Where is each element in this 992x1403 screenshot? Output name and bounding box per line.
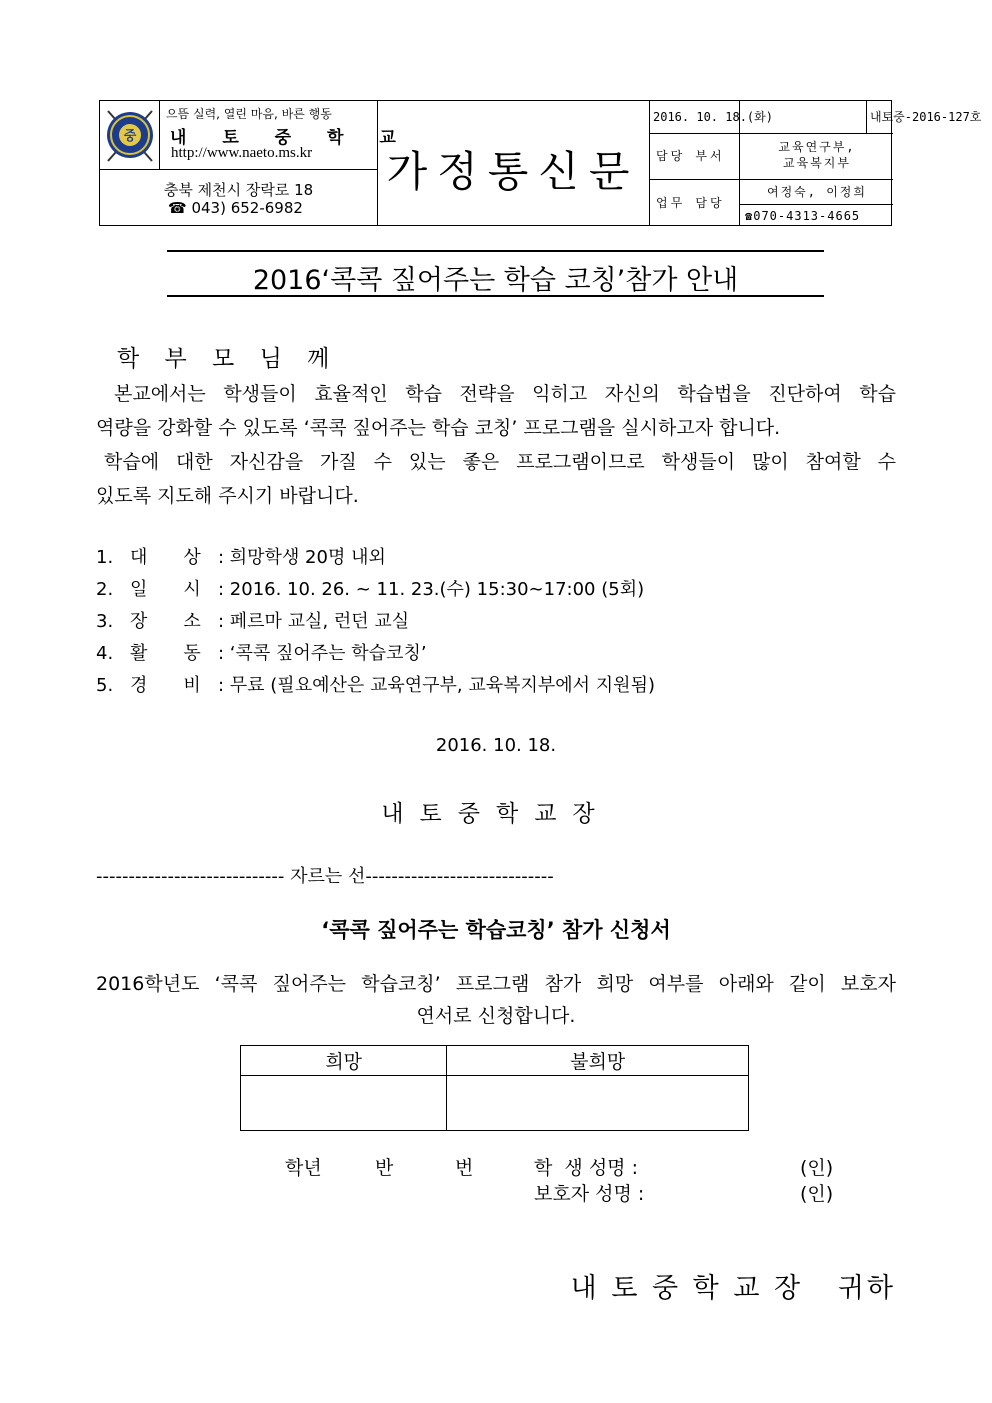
staff-phone-number: 070-4313-4665 <box>753 209 861 223</box>
phone-icon: ☎ <box>745 209 754 223</box>
form-title: ‘콕콕 짚어주는 학습코칭’ 참가 신청서 <box>321 918 671 942</box>
grade-label: 학년 <box>285 1157 322 1179</box>
item-number: 2. <box>96 579 114 600</box>
parent-name-label: 보호자 성명 : <box>534 1183 645 1205</box>
list-item <box>96 639 427 665</box>
item-value: : 무료 (필요예산은 교육연구부, 교육복지부에서 지원됨) <box>218 675 655 696</box>
item-value: : 희망학생 20명 내외 <box>218 547 386 568</box>
page-title: 2016‘콕콕 짚어주는 학습 코칭’참가 안내 <box>252 265 739 296</box>
svg-text:중: 중 <box>123 129 137 144</box>
phone-icon: ☎ <box>168 199 192 217</box>
greeting: 학 부 모 님 께 <box>117 346 339 372</box>
divider <box>649 101 650 225</box>
item-label: 장 <box>130 611 148 632</box>
body-line: 있도록 지도해 주시기 바랍니다. <box>96 485 359 507</box>
staff-label: 업무 담당 <box>656 196 725 210</box>
item-value: : 페르마 교실, 런던 교실 <box>218 611 410 632</box>
col-header-yes: 희망 <box>241 1046 447 1076</box>
item-label: 활 <box>130 643 148 664</box>
form-desc-line: 연서로 신청합니다. <box>416 1005 576 1027</box>
school-emblem-icon <box>104 107 156 163</box>
item-label: 대 <box>130 547 148 568</box>
item-label: 소 <box>183 611 201 632</box>
dept-label: 담당 부서 <box>656 149 725 163</box>
class-label: 반 <box>375 1157 394 1179</box>
body-line: 역량을 강화할 수 있도록 ‘콕콕 짚어주는 학습 코칭’ 프로그램을 실시하고자 합니다. <box>96 417 781 439</box>
item-label: 상 <box>183 547 201 568</box>
col-header-no: 불희망 <box>447 1046 749 1076</box>
parent-seal: (인) <box>800 1183 834 1205</box>
school-motto: 으뜸 실력, 열린 마음, 바른 행동 <box>166 107 332 121</box>
document-number: 내토중-2016-127호 <box>870 110 982 124</box>
notice-date: 2016. 10. 18. <box>435 735 557 756</box>
list-item <box>96 671 655 697</box>
item-label: 일 <box>130 579 148 600</box>
item-label: 비 <box>183 675 201 696</box>
form-desc-line: 2016학년도 ‘콕콕 짚어주는 학습코칭’ 프로그램 참가 희망 여부를 아래와 같이 보호자 <box>96 973 896 995</box>
principal-signature: 내토중학교장 <box>381 801 611 827</box>
checkbox-cell-yes[interactable] <box>241 1076 447 1131</box>
addressee: 내 토 중 학 교 장 귀하 <box>570 1273 896 1304</box>
body-text <box>96 377 896 513</box>
item-label: 동 <box>183 643 201 664</box>
school-name: 내 토 중 학 교 <box>170 128 411 148</box>
number-label: 번 <box>455 1157 474 1179</box>
issue-date: 2016. 10. 18.(화) <box>653 110 773 124</box>
title-rule-bottom <box>167 295 824 297</box>
body-line: 학습에 대한 자신감을 가질 수 있는 좋은 프로그램이므로 학생들이 많이 참여할 수 <box>104 451 896 473</box>
cut-line: ----------------------------- 자르는 선----------------------------- <box>96 866 554 887</box>
dept-value-2: 교육복지부 <box>783 156 851 170</box>
school-address: 충북 제천시 장락로 18 <box>163 181 314 199</box>
item-number: 1. <box>96 547 114 568</box>
divider <box>649 179 893 180</box>
divider <box>159 101 160 169</box>
item-value: : ‘콕콕 짚어주는 학습코칭’ <box>218 643 427 664</box>
school-url[interactable]: http://www.naeto.ms.kr <box>171 145 313 161</box>
item-number: 3. <box>96 611 114 632</box>
staff-phone <box>745 209 860 223</box>
title-rule-top <box>167 250 824 252</box>
letterhead <box>99 100 982 226</box>
student-name-label: 학 생 성명 : <box>534 1157 638 1179</box>
form-description <box>96 968 896 1032</box>
phone-number: 043) 652-6982 <box>191 199 303 217</box>
staff-names: 여정숙, 이정희 <box>766 185 867 199</box>
list-item <box>96 575 644 601</box>
divider <box>649 133 893 134</box>
school-phone <box>168 199 303 217</box>
list-item <box>96 607 409 633</box>
item-number: 4. <box>96 643 114 664</box>
checkbox-cell-no[interactable] <box>447 1076 749 1131</box>
dept-value-1: 교육연구부, <box>778 140 856 154</box>
item-label: 경 <box>130 675 148 696</box>
divider <box>866 101 867 133</box>
newsletter-title: 가정통신문 <box>386 147 640 196</box>
body-line: 본교에서는 학생들이 효율적인 학습 전략을 익히고 자신의 학습법을 진단하여 학습 <box>114 383 896 405</box>
divider <box>739 204 893 205</box>
item-number: 5. <box>96 675 114 696</box>
item-label: 시 <box>183 579 201 600</box>
divider <box>100 169 377 170</box>
participation-table <box>240 1045 749 1131</box>
item-value: : 2016. 10. 26. ~ 11. 23.(수) 15:30∼17:00 (5회) <box>218 579 645 600</box>
student-seal: (인) <box>800 1157 834 1179</box>
list-item <box>96 543 386 569</box>
